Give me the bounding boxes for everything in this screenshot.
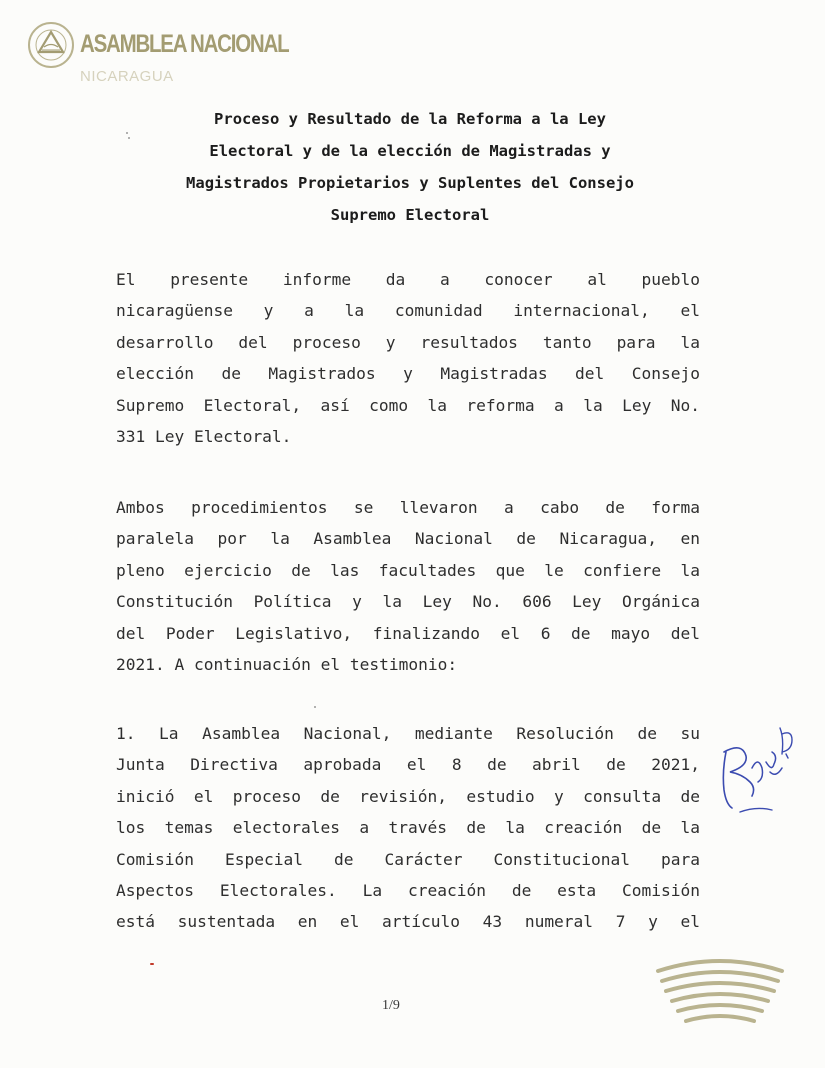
paragraph-line: Aspectos Electorales. La creación de esta Comisión [116, 881, 700, 901]
paragraph-line: inició el proceso de revisión, estudio y consulta de [116, 786, 700, 806]
paragraph-line: Ambos procedimientos se llevaron a cabo de forma [116, 498, 700, 517]
paragraph-line: Supremo Electoral, así como la reforma a la Ley No. [116, 395, 700, 415]
paragraph-line: El presente informe da a conocer al pueblo [116, 270, 700, 289]
paragraph-line: nicaragüense y a la comunidad internacional, el [116, 301, 700, 321]
title-line: Supremo Electoral [330, 206, 490, 224]
paragraph-item-1 [116, 718, 700, 938]
title-line: Magistrados Propietarios y Suplentes del Consejo [186, 174, 634, 192]
paragraph-line: Junta Directiva aprobada el 8 de abril de 2021, [116, 755, 700, 775]
scan-dot [128, 137, 130, 139]
ink-speck [150, 963, 154, 965]
paragraph-line: está sustentada en el artículo 43 numeral 7 y el [116, 912, 700, 932]
handwritten-signature [712, 712, 802, 822]
paragraph-line: pleno ejercicio de las facultades que le confiere la [116, 560, 700, 580]
scan-dot [314, 706, 316, 708]
title-line: Electoral y de la elección de Magistradas y [209, 142, 611, 160]
scan-dot [126, 132, 128, 134]
national-seal-icon [26, 20, 76, 70]
institution-name: ASAMBLEA NACIONAL [80, 30, 289, 58]
paragraph-line: elección de Magistrados y Magistradas del Consejo [116, 364, 700, 384]
paragraph-line: del Poder Legislativo, finalizando el 6 de mayo del [116, 623, 700, 643]
paragraph-intro [116, 264, 700, 452]
paragraph-line: desarrollo del proceso y resultados tanto para la [116, 332, 700, 352]
paragraph-line: 1. La Asamblea Nacional, mediante Resolución de su [116, 724, 700, 743]
parliament-emblem-icon [650, 955, 790, 1031]
paragraph-line: 2021. A continuación el testimonio: [116, 655, 458, 675]
paragraph-line: los temas electorales a través de la creación de la [116, 818, 700, 838]
paragraph-line: Comisión Especial de Carácter Constitucional para [116, 849, 700, 869]
paragraph-line: 331 Ley Electoral. [116, 427, 292, 447]
paragraph-line: Constitución Política y la Ley No. 606 Ley Orgánica [116, 592, 700, 612]
document-title [105, 103, 715, 231]
asamblea-logo [26, 20, 289, 90]
page-number: 1/9 [382, 998, 400, 1013]
paragraph-procedures [116, 492, 700, 680]
country-name: NICARAGUA [80, 68, 174, 85]
paragraph-line: paralela por la Asamblea Nacional de Nicaragua, en [116, 529, 700, 549]
title-line: Proceso y Resultado de la Reforma a la Ley [214, 110, 606, 128]
